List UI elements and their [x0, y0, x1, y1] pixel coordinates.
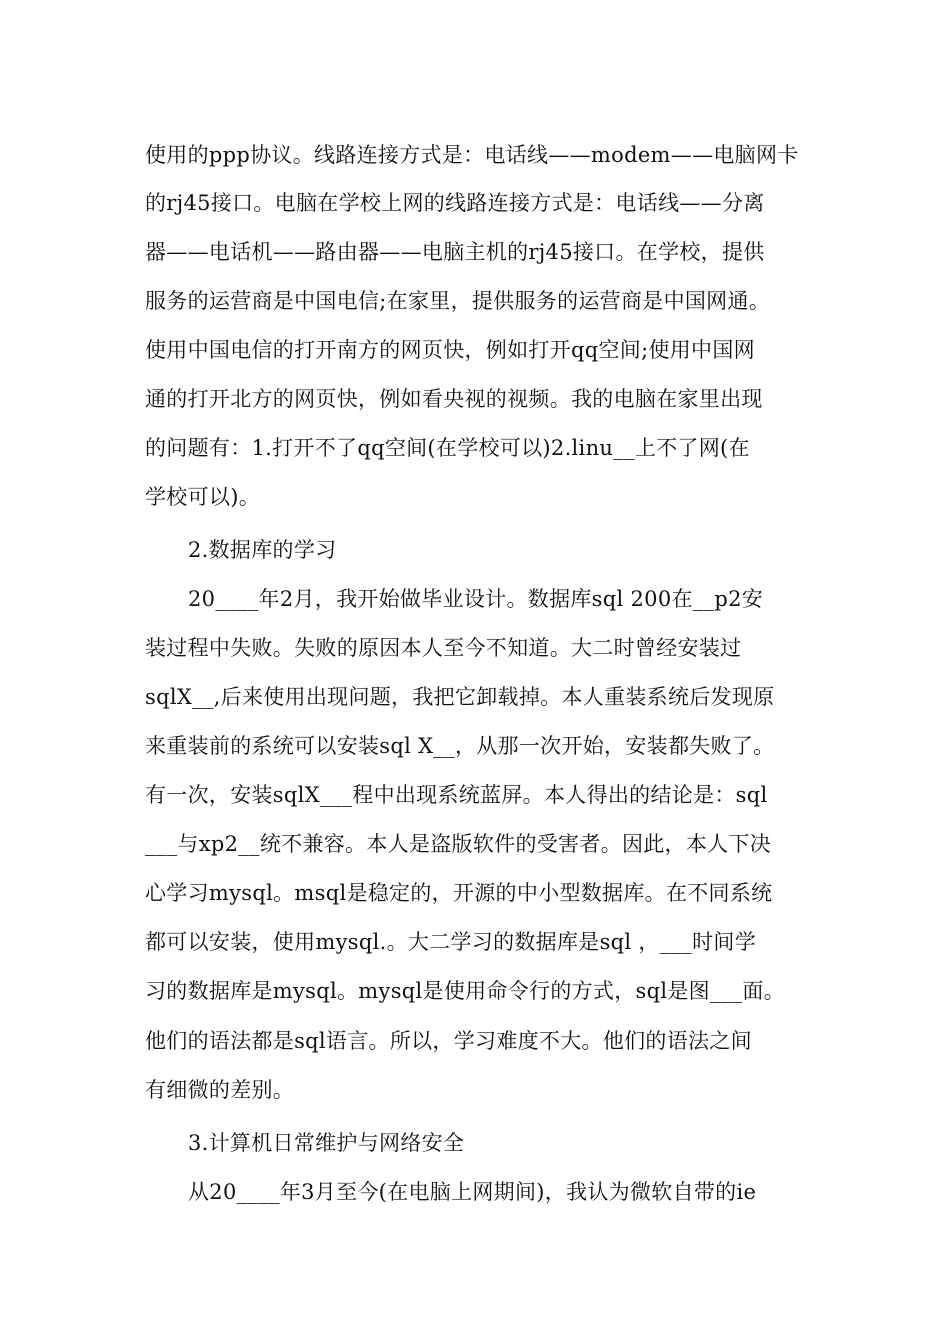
paragraph-first-line: 从20____年3月至今(在电脑上网期间)，我认为微软自带的ie	[188, 1180, 757, 1204]
text-line: 有一次，安装sqlX___程中出现系统蓝屏。本人得出的结论是：sql	[145, 783, 768, 807]
text-line: 都可以安装，使用mysql.。大二学习的数据库是sql ，___时间学	[145, 930, 756, 954]
text-line: 使用中国电信的打开南方的网页快，例如打开qq空间;使用中国网	[145, 338, 755, 362]
text-line: 学校可以)。	[145, 485, 260, 509]
text-line: 心学习mysql。msql是稳定的，开源的中小型数据库。在不同系统	[145, 881, 773, 905]
text-line: 的问题有：1.打开不了qq空间(在学校可以)2.linu__上不了网(在	[145, 436, 750, 460]
text-line: 的rj45接口。电脑在学校上网的线路连接方式是：电话线——分离	[145, 191, 765, 215]
text-line: 器——电话机——路由器——电脑主机的rj45接口。在学校，提供	[145, 240, 765, 264]
text-line: 装过程中失败。失败的原因本人至今不知道。大二时曾经安装过	[145, 636, 742, 660]
text-line: ___与xp2__统不兼容。本人是盗版软件的受害者。因此，本人下决	[145, 832, 772, 856]
text-line: 通的打开北方的网页快，例如看央视的视频。我的电脑在家里出现	[145, 387, 763, 411]
text-line: 他们的语法都是sql语言。所以，学习难度不大。他们的语法之间	[145, 1029, 752, 1053]
text-line: 服务的运营商是中国电信;在家里，提供服务的运营商是中国网通。	[145, 289, 771, 313]
section-heading: 3.计算机日常维护与网络安全	[188, 1131, 465, 1155]
text-line: 使用的ppp协议。线路连接方式是：电话线——modem——电脑网卡	[145, 143, 799, 167]
text-line: sqlX__,后来使用出现问题，我把它卸载掉。本人重装系统后发现原	[145, 685, 775, 709]
text-line: 习的数据库是mysql。mysql是使用命令行的方式，sql是图___面。	[145, 979, 785, 1003]
paragraph-first-line: 20____年2月，我开始做毕业设计。数据库sql 200在__p2安	[188, 587, 764, 611]
section-heading: 2.数据库的学习	[188, 538, 337, 562]
text-line: 有细微的差别。	[145, 1078, 295, 1102]
text-line: 来重装前的系统可以安装sql X__，从那一次开始，安装都失败了。	[145, 734, 775, 758]
